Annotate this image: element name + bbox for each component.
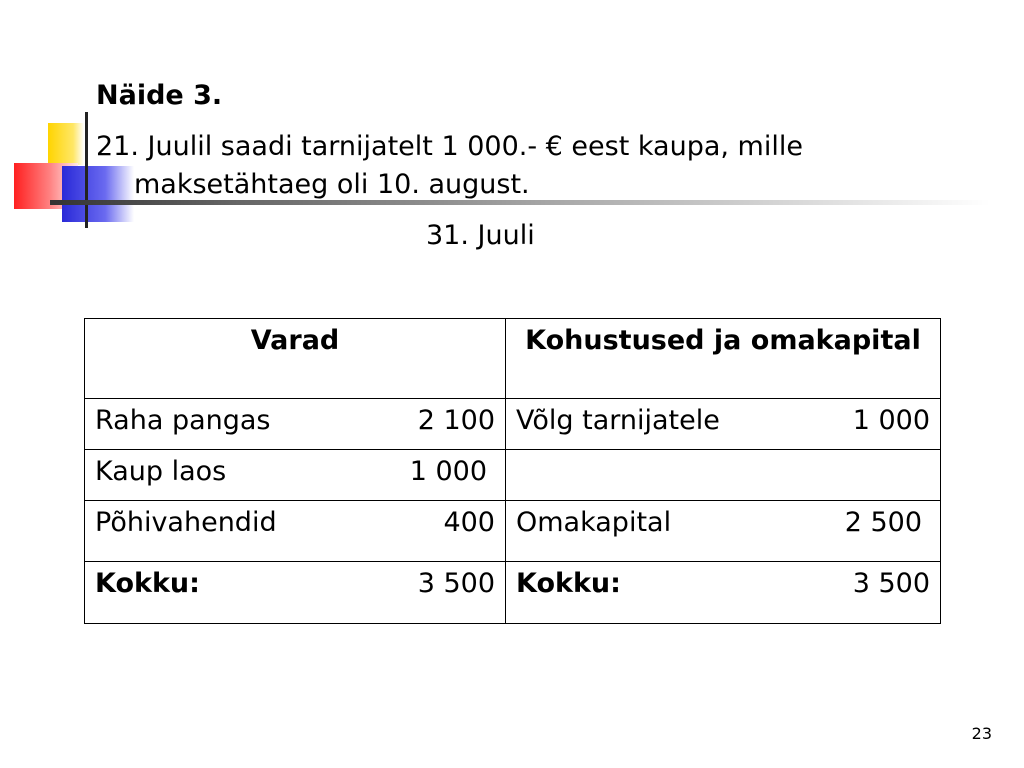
example-text [96, 128, 916, 204]
decor-yellow-square [48, 123, 84, 165]
header-assets: Varad [85, 319, 506, 399]
asset-label: Kaup laos [95, 456, 227, 487]
asset-label: Raha pangas [95, 405, 271, 436]
total-liabilities-value: 3 500 [852, 568, 930, 599]
asset-label: Põhivahendid [95, 507, 277, 538]
decor-vertical-line [85, 112, 88, 228]
table-row [85, 399, 941, 450]
balance-date: 31. Juuli [426, 220, 535, 251]
total-label: Kokku: [95, 568, 200, 599]
asset-value: 1 000 [409, 456, 487, 487]
asset-value: 2 100 [417, 405, 495, 436]
header-liabilities-equity: Kohustused ja omakapital [506, 319, 941, 399]
equity-value: 2 500 [844, 507, 922, 538]
total-assets-value: 3 500 [417, 568, 495, 599]
total-label: Kokku: [516, 568, 621, 599]
slide-title: Näide 3. [96, 80, 223, 111]
table-header-row [85, 319, 941, 399]
liability-label: Võlg tarnijatele [516, 405, 720, 436]
table-total-row [85, 562, 941, 624]
liability-value: 1 000 [852, 405, 930, 436]
balance-sheet-table [84, 318, 941, 624]
example-text-line2: maksetähtaeg oli 10. august. [134, 169, 530, 200]
table-row [85, 501, 941, 562]
example-text-line1: 21. Juulil saadi tarnijatelt 1 000.- € eest kaupa, mille [96, 131, 803, 162]
table-row [85, 450, 941, 501]
asset-value: 400 [443, 507, 495, 538]
equity-label: Omakapital [516, 507, 672, 538]
page-number: 23 [971, 724, 992, 743]
